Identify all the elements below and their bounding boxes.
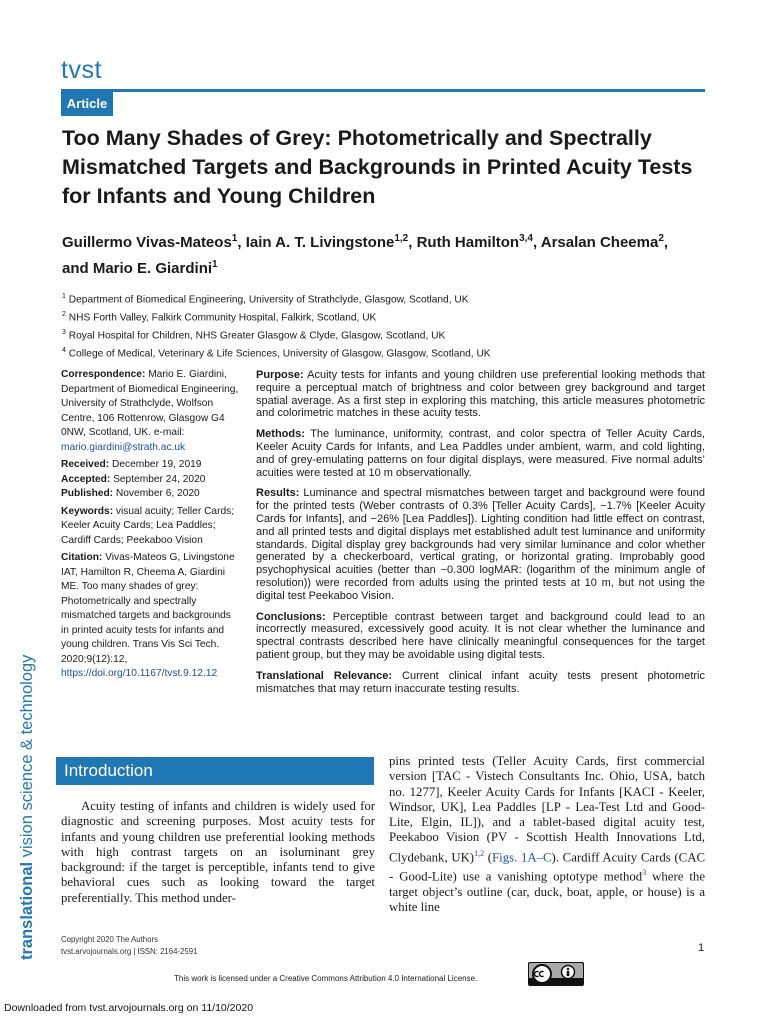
- doi-link[interactable]: https://doi.org/10.1167/tvst.9.12.12: [61, 668, 218, 679]
- email-link[interactable]: mario.giardini@strath.ac.uk: [61, 441, 186, 453]
- author: Arsalan Cheema$^2$,: [540, 233, 669, 251]
- citation-ref[interactable]: 1,2: [474, 848, 485, 858]
- author: Guillermo Vivas-Mateos$^1$,: [62, 233, 246, 251]
- abstract: [256, 369, 705, 703]
- header-rule: [61, 89, 705, 92]
- page-number: 1: [698, 942, 705, 954]
- abstract-conclusions: Conclusions: Perceptible contrast between target and background could lead to an incorrectly measured, excessively good acuity. It is not clear whether the luminance and spectral contrasts described here have clinically meaningful consequences for the target patient group, but they may be avoidable using digital tests.: [256, 610, 705, 661]
- body-column-right: pins printed tests (Teller Acuity Cards, first commercial version [TAC - Vistech Consultants Inc. Ohio, USA, batch no. 1277], Keeler Acuity Cards for Infants [KACI - Keeler, Windsor, UK], Lea Paddles [LP - Lea-Test Ltd and Good-Lite, Elgin, IL]), and a tablet-based digital acuity test, Peekaboo Vision (PV - Scottish Health Innovations Ltd, Clydebank, UK)$^{1,2}$ (Figs. 1A–C). Cardiff Acuity Cards (CAC - Good-Lite) use a vanishing optotype method$^3$ where the target object’s outline (car, duck, boat, apple, or house) is a white line: [389, 754, 705, 915]
- paper-title: Too Many Shades of Grey: Photometrically and Spectrally Mismatched Targets and Backgrounds in Printed Acuity Tests for Infants and Young Children: [62, 126, 693, 208]
- affiliations: [62, 290, 712, 362]
- cc-by-icon[interactable]: [528, 962, 584, 986]
- article-type-badge: Article: [61, 91, 113, 116]
- affiliation: $^2$ NHS Forth Valley, Falkirk Community Hospital, Falkirk, Scotland, UK: [62, 310, 377, 324]
- footer-copyright: Copyright 2020 The Authors tvst.arvojournals.org | ISSN: 2164-2591: [61, 935, 198, 956]
- affiliation: $^1$ Department of Biomedical Engineering, University of Strathclyde, Glasgow, Scotland, UK: [62, 293, 469, 306]
- abstract-purpose: Purpose: Acuity tests for infants and young children use preferential looking methods that require a perceptual match of brightness and color between grey background and target spatial average. As a first step in exploring this matching, this article measures photometric and colorimetric matches in these acuity tests.: [256, 369, 705, 420]
- affiliation: $^4$ College of Medical, Veterinary & Life Sciences, University of Glasgow, Glasgow, Scotland, UK: [62, 346, 491, 360]
- author: and Mario E. Giardini$^1$: [62, 259, 218, 277]
- correspondence: Correspondence: Mario E. Giardini, Department of Biomedical Engineering, University of Strathclyde, Wolfson Centre, 106 Rottenrow, Glasgow G4 0NW, Scotland, UK. e-mail: mario.giardini@strath.ac.uk: [61, 369, 239, 453]
- abstract-methods: Methods: The luminance, uniformity, contrast, and color spectra of Teller Acuity Cards, Keeler Acuity Cards for Infants, and Lea Paddles under ambient, warm, and cold lighting, and of grey-emulating patterns on four digital displays, were measured. Five normal adults’ acuities were tested at 10 m observationally.: [256, 428, 705, 479]
- journal-vertical-name: translational vision science & technology: [18, 654, 36, 960]
- citation-ref[interactable]: 3: [642, 868, 647, 878]
- affiliation: $^3$ Royal Hospital for Children, NHS Greater Glasgow & Clyde, Glasgow, Scotland, UK: [62, 328, 446, 342]
- body-column-left: Acuity testing of infants and children is widely used for diagnostic and screening purposes. Most acuity tests for infants and young children use preferential looking methods with high contrast targets on an isoluminant grey background: if the target is perceptible, infants tend to give behavioral cues such as looking toward the target preferentially. This method under-: [61, 799, 375, 905]
- download-notice: Downloaded from tvst.arvojournals.org on 11/10/2020: [4, 1002, 254, 1014]
- dates: Received: December 19, 2019 Accepted: September 24, 2020 Published: November 6, 2020: [61, 459, 206, 499]
- article-info-sidebar: [61, 368, 239, 685]
- license-text: This work is licensed under a Creative Commons Attribution 4.0 International License.: [174, 974, 478, 983]
- citation: Citation: Vivas-Mateos G, Livingstone IAT, Hamilton R, Cheema A, Giardini ME. Too many shades of grey: Photometrically and spectrally mismatched targets and backgrounds in printed acuity tests for infants and young children. Trans Vis Sci Tech. 2020;9(12):12, https://doi.org/10.1167/tvst.9.12.12: [61, 552, 235, 679]
- author: Iain A. T. Livingstone$^{1,2}$,: [245, 233, 417, 251]
- section-heading: Introduction: [64, 761, 153, 780]
- keywords: Keywords: visual acuity; Teller Cards; Keeler Acuity Cards; Lea Paddles; Cardiff Cards; Peekaboo Vision: [61, 505, 235, 546]
- author: Ruth Hamilton$^{3,4}$,: [416, 233, 541, 251]
- figure-link[interactable]: Figs. 1A–C: [492, 850, 552, 865]
- author-list: [62, 228, 712, 280]
- abstract-results: Results: Luminance and spectral mismatches between target and background were found for the printed tests (Weber contrasts of 0.3% [Teller Acuity Cards], −1.7% [Keeler Acuity Cards for Infants], and −26% [Lea Paddles]). Lighting condition had little effect on contrast, and all printed tests and digital displays met established adult test luminance and uniformity standards. Digital display grey backgrounds had very similar luminance and color whether generated by a checkerboard, vertical grating, or horizontal grating. Improbably good psychophysical acuities (better than −0.300 logMAR: (logarithm of the minimum angle of resolution)) were recorded from adults using the printed tests at 10 m, but not using the digital test Peekaboo Vision.: [256, 487, 705, 602]
- abstract-translational-relevance: Translational Relevance: Current clinical infant acuity tests present photometric mismatches that may return inaccurate testing results.: [256, 669, 705, 695]
- journal-logo: tvst: [61, 56, 102, 84]
